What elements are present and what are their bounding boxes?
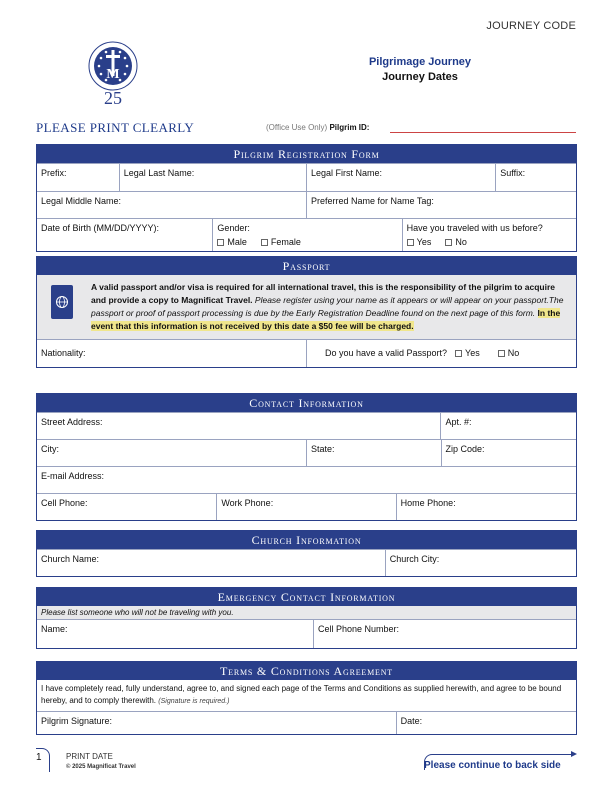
emergency-name-field[interactable]: Name: (41, 624, 68, 634)
journey-code: JOURNEY CODE (486, 20, 576, 32)
passport-icon (51, 285, 73, 319)
passport-no-checkbox[interactable]: No (498, 348, 520, 367)
female-checkbox[interactable]: Female (261, 237, 301, 247)
pilgrim-id-label (266, 123, 369, 132)
suffix-field[interactable]: Suffix: (495, 164, 576, 191)
signature-field[interactable]: Pilgrim Signature: (41, 716, 113, 726)
terms-text: I have completely read, fully understand, agree to, and signed each page of the Terms and Conditions as supplied herewith, and agree to be bound hereby, and to comply therewith. (Signature is required.) (37, 680, 576, 712)
svg-text:M: M (106, 67, 120, 82)
zip-field[interactable]: Zip Code: (441, 440, 577, 466)
city-field[interactable]: City: (41, 444, 59, 454)
magnificat-logo (78, 40, 148, 108)
emergency-section (36, 587, 577, 649)
middle-name-field[interactable]: Legal Middle Name: (41, 196, 122, 206)
arrow-right-icon (571, 751, 577, 757)
logo-years: 25 (104, 88, 122, 108)
terms-title: Terms & Conditions Agreement (37, 662, 576, 680)
church-section (36, 530, 577, 577)
pilgrim-id-field[interactable] (390, 132, 576, 133)
signature-note: (Signature is required.) (158, 698, 230, 705)
trip-title: Pilgrimage Journey (368, 56, 472, 68)
pilgrim-id-text: Pilgrim ID: (329, 123, 370, 132)
emergency-cell-field[interactable]: Cell Phone Number: (313, 620, 576, 648)
church-name-field[interactable]: Church Name: (41, 554, 100, 564)
registration-title: Pilgrim Registration Form (37, 145, 576, 163)
church-title: Church Information (37, 531, 576, 549)
date-field[interactable]: Date: (396, 712, 576, 734)
nationality-field[interactable]: Nationality: (41, 348, 86, 358)
terms-section (36, 661, 577, 735)
contact-section (36, 393, 577, 521)
traveled-before-field: Have you traveled with us before? Yes No (402, 219, 576, 251)
church-city-field[interactable]: Church City: (385, 550, 576, 576)
valid-passport-field: Do you have a valid Passport? Yes No (306, 340, 576, 367)
passport-section (36, 256, 577, 368)
emergency-note: Please list someone who will not be traveling with you. (37, 606, 576, 620)
male-checkbox[interactable]: Male (217, 237, 247, 247)
trip-dates: Journey Dates (382, 71, 458, 83)
passport-yes-checkbox[interactable]: Yes (455, 348, 480, 367)
state-field[interactable]: State: (306, 440, 441, 466)
apt-field[interactable]: Apt. #: (440, 413, 576, 439)
prefix-field[interactable]: Prefix: (41, 168, 67, 178)
continue-note: Please continue to back side (424, 760, 561, 771)
preferred-name-field[interactable]: Preferred Name for Name Tag: (306, 192, 576, 218)
page-number: 1 (36, 752, 42, 763)
home-phone-field[interactable]: Home Phone: (396, 494, 576, 520)
emergency-title: Emergency Contact Information (37, 588, 576, 606)
registration-section (36, 144, 577, 252)
email-field[interactable]: E-mail Address: (41, 471, 105, 481)
contact-title: Contact Information (37, 394, 576, 412)
dob-field[interactable]: Date of Birth (MM/DD/YYYY): (41, 223, 160, 233)
gender-field: Gender: Male Female (212, 219, 401, 251)
passport-notice: A valid passport and/or visa is required for all international travel, this is the responsibility of the pilgrim to acquire and provide a copy to Magnificat Travel. Please register using your name as it appears or will appear on your passport.The passport or proof of passport processing is due by the Early Registration Deadline found on the next page of this form. In the event that this information is not received by this date a $50 fee will be charged. (91, 282, 564, 331)
last-name-field[interactable]: Legal Last Name: (119, 164, 306, 191)
print-clearly-label: PLEASE PRINT CLEARLY (36, 120, 195, 135)
passport-title: Passport (37, 257, 576, 275)
traveled-no-checkbox[interactable]: No (445, 237, 467, 247)
traveled-yes-checkbox[interactable]: Yes (407, 237, 432, 247)
office-use-note: (Office Use Only) (266, 123, 328, 132)
first-name-field[interactable]: Legal First Name: (306, 164, 495, 191)
cell-phone-field[interactable]: Cell Phone: (41, 498, 88, 508)
print-date: PRINT DATE (66, 752, 113, 761)
street-field[interactable]: Street Address: (41, 417, 103, 427)
work-phone-field[interactable]: Work Phone: (216, 494, 395, 520)
copyright: © 2025 Magnificat Travel (66, 764, 136, 770)
